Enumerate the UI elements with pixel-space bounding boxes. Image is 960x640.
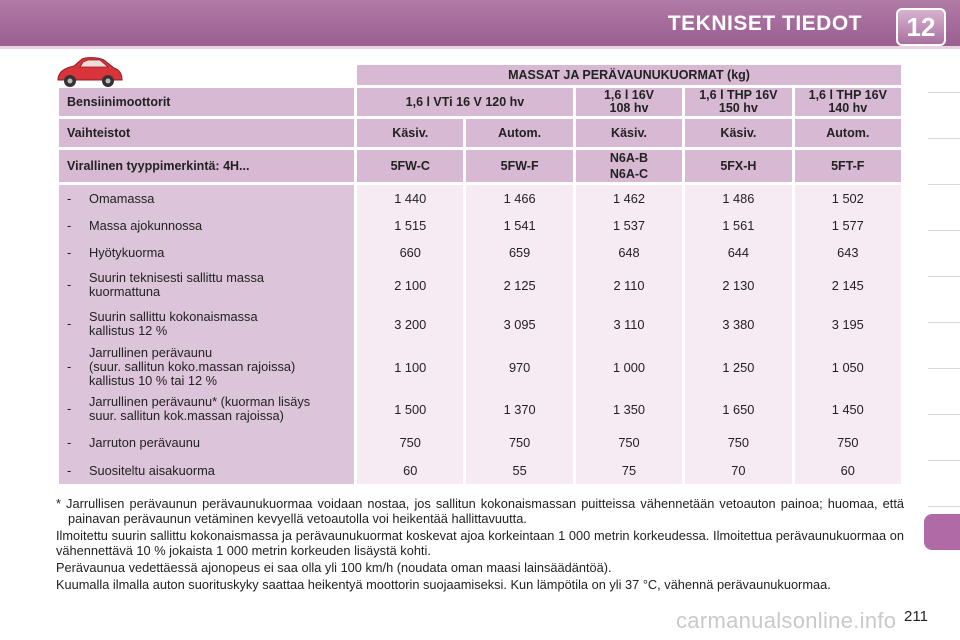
watermark: carmanualsonline.info bbox=[676, 608, 897, 633]
chapter-tab[interactable] bbox=[928, 184, 960, 185]
mass-value: 644 bbox=[727, 245, 750, 260]
row-label-text: Jarrullinen perävaunu* (kuorman lisäys suur. sallitun kok.massan rajoissa) bbox=[89, 394, 311, 423]
value-column bbox=[357, 185, 463, 484]
mass-row-label bbox=[59, 344, 354, 390]
type-cell: 5FT-F bbox=[795, 150, 901, 182]
mass-value: 2 100 bbox=[394, 277, 427, 293]
engine-row bbox=[59, 88, 901, 116]
gearbox-cell: Käsiv. bbox=[576, 119, 682, 147]
chapter-tabs bbox=[928, 70, 960, 570]
mass-row-label bbox=[59, 212, 354, 239]
value-column bbox=[466, 185, 572, 484]
chapter-tab[interactable] bbox=[928, 368, 960, 369]
chapter-tab[interactable] bbox=[928, 276, 960, 277]
mass-value: 60 bbox=[403, 463, 418, 478]
mass-row-label bbox=[59, 266, 354, 304]
mass-value: 2 145 bbox=[831, 277, 864, 293]
row-dash: - bbox=[67, 190, 72, 206]
mass-value: 750 bbox=[618, 435, 640, 450]
mass-value: 55 bbox=[512, 463, 527, 478]
mass-value: 3 195 bbox=[831, 316, 864, 332]
mass-value: 1 650 bbox=[722, 401, 755, 417]
row-label-text: Hyötykuorma bbox=[89, 244, 165, 260]
mass-value: 1 350 bbox=[612, 401, 646, 417]
row-label-text: Suositeltu aisakuorma bbox=[89, 462, 215, 478]
mass-value: 1 541 bbox=[503, 218, 536, 233]
mass-value: 1 000 bbox=[612, 359, 646, 375]
chapter-tab[interactable] bbox=[928, 414, 960, 415]
mass-value: 1 502 bbox=[831, 191, 864, 206]
mass-value: 643 bbox=[837, 245, 859, 260]
mass-row-label bbox=[59, 239, 354, 266]
note-paragraph: Ilmoitettu suurin sallittu kokonaismassa ja perävaunukuormat koskevat ajoa korkeintaan 1 000 metrin korkeudessa. Ilmoitettua perävaunukuormaa on vähennettävä 10 % jokaista 1 000 metrin korkeuden lisäystä kohti. bbox=[56, 528, 904, 558]
type-cell: 5FX-H bbox=[685, 150, 791, 182]
mass-value: 1 466 bbox=[503, 191, 536, 206]
row-label-text: Jarruton perävaunu bbox=[89, 434, 200, 450]
mass-table bbox=[56, 62, 904, 487]
mass-value: 1 561 bbox=[722, 218, 755, 233]
table-title: MASSAT JA PERÄVAUNUKUORMAT (kg) bbox=[357, 65, 901, 85]
mass-row-label bbox=[59, 428, 354, 457]
type-cell: 5FW-F bbox=[466, 150, 572, 182]
mass-value: 750 bbox=[508, 435, 531, 450]
mass-value: 1 486 bbox=[722, 191, 755, 206]
mass-label-column bbox=[59, 185, 354, 484]
mass-value: 3 380 bbox=[722, 316, 755, 332]
chapter-tab[interactable] bbox=[928, 230, 960, 231]
mass-value: 3 110 bbox=[613, 316, 645, 332]
row-label-text: Omamassa bbox=[89, 190, 155, 206]
mass-row-label bbox=[59, 185, 354, 212]
mass-value: 648 bbox=[618, 245, 640, 260]
gearbox-cell: Autom. bbox=[795, 119, 901, 147]
mass-value: 1 250 bbox=[722, 359, 755, 375]
mass-value: 1 537 bbox=[612, 218, 646, 233]
row-label-text: Suurin sallittu kokonaismassa kallistus 12 % bbox=[89, 309, 258, 338]
mass-value: 75 bbox=[621, 463, 637, 478]
row-dash: - bbox=[67, 316, 72, 331]
row-label-text: Jarrullinen perävaunu (suur. sallitun koko.massan rajoissa) kallistus 10 % tai 12 % bbox=[89, 345, 296, 388]
mass-value: 1 515 bbox=[394, 218, 427, 233]
mass-value: 750 bbox=[399, 435, 421, 450]
row-dash: - bbox=[67, 277, 72, 292]
mass-value: 2 125 bbox=[503, 277, 536, 293]
chapter-tab[interactable] bbox=[928, 506, 960, 507]
gearbox-cell: Autom. bbox=[466, 119, 572, 147]
mass-value: 2 130 bbox=[722, 277, 755, 293]
row-label-text: Massa ajokunnossa bbox=[89, 217, 203, 233]
type-row bbox=[59, 150, 901, 182]
footnote: * Jarrullisen perävaunun perävaunukuormaa voidaan nostaa, jos sallitun kokonaismassan puitteissa vähennetään vetoauton painoa; huomaa, että painavan perävaunun vetäminen kevyellä vetoautolla voi heikentää hallittavuutta. bbox=[56, 496, 904, 526]
mass-value: 1 050 bbox=[831, 359, 864, 375]
engine-header: 1,6 l THP 16V 140 hv bbox=[795, 88, 901, 116]
mass-value: 3 095 bbox=[503, 316, 536, 332]
row-dash: - bbox=[67, 401, 72, 416]
engine-header: 1,6 l VTi 16 V 120 hv bbox=[357, 88, 573, 116]
chapter-tab[interactable] bbox=[928, 460, 960, 461]
mass-value: 1 370 bbox=[503, 401, 536, 417]
active-chapter-tab[interactable] bbox=[924, 514, 960, 550]
notes bbox=[56, 496, 904, 594]
mass-value: 1 440 bbox=[394, 191, 427, 206]
mass-value: 750 bbox=[837, 435, 859, 450]
row-label-text: Suurin teknisesti sallittu massa kuormattuna bbox=[89, 270, 264, 299]
gearbox-label: Vaihteistot bbox=[59, 119, 354, 147]
mass-value: 1 450 bbox=[831, 401, 864, 417]
gearbox-cell: Käsiv. bbox=[685, 119, 791, 147]
row-dash: - bbox=[67, 359, 72, 374]
type-label: Virallinen tyyppimerkintä: 4H... bbox=[59, 150, 354, 182]
mass-value: 60 bbox=[840, 463, 855, 478]
mass-row-label bbox=[59, 304, 354, 344]
mass-value: 1 500 bbox=[394, 401, 427, 417]
type-cell: 5FW-C bbox=[357, 150, 463, 182]
row-dash: - bbox=[67, 462, 72, 478]
value-column bbox=[795, 185, 901, 484]
engine-header: 1,6 l THP 16V 150 hv bbox=[685, 88, 791, 116]
mass-row-label bbox=[59, 390, 354, 428]
mass-value: 750 bbox=[727, 435, 750, 450]
value-column bbox=[576, 185, 682, 484]
mass-value: 1 100 bbox=[394, 359, 427, 375]
gearbox-cell: Käsiv. bbox=[357, 119, 463, 147]
table-title-row bbox=[59, 65, 901, 85]
mass-value: 1 577 bbox=[831, 218, 864, 233]
page-number: 211 bbox=[904, 608, 928, 625]
mass-row-label bbox=[59, 457, 354, 484]
chapter-tab[interactable] bbox=[928, 322, 960, 323]
mass-value: 970 bbox=[508, 359, 531, 375]
note-paragraph: Kuumalla ilmalla auton suorituskyky saattaa heikentyä moottorin suojaamiseksi. Kun lämpötila on yli 37 °C, vähennä perävaunukuormaa. bbox=[56, 577, 831, 592]
gearbox-row bbox=[59, 119, 901, 147]
mass-value: 70 bbox=[731, 463, 746, 478]
chapter-number-badge: 12 bbox=[896, 8, 946, 46]
mass-value: 660 bbox=[399, 245, 421, 260]
value-column bbox=[685, 185, 791, 484]
mass-value: 2 110 bbox=[613, 277, 645, 293]
mass-value: 3 200 bbox=[394, 316, 427, 332]
mass-value: 1 462 bbox=[612, 191, 646, 206]
type-cell: N6A-B N6A-C bbox=[576, 150, 682, 182]
mass-body bbox=[59, 185, 901, 484]
chapter-title: TEKNISET TIEDOT bbox=[667, 12, 862, 35]
header-divider bbox=[0, 46, 960, 49]
chapter-tab[interactable] bbox=[928, 92, 960, 93]
engine-header: 1,6 l 16V 108 hv bbox=[576, 88, 682, 116]
engine-label: Bensiinimoottorit bbox=[59, 88, 354, 116]
row-dash: - bbox=[67, 434, 72, 450]
note-paragraph: Perävaunua vedettäessä ajonopeus ei saa olla yli 100 km/h (noudata oman maasi lainsäädäntöä). bbox=[56, 560, 612, 575]
chapter-tab[interactable] bbox=[928, 138, 960, 139]
mass-value: 659 bbox=[508, 245, 531, 260]
row-dash: - bbox=[67, 217, 72, 233]
row-dash: - bbox=[67, 244, 72, 260]
